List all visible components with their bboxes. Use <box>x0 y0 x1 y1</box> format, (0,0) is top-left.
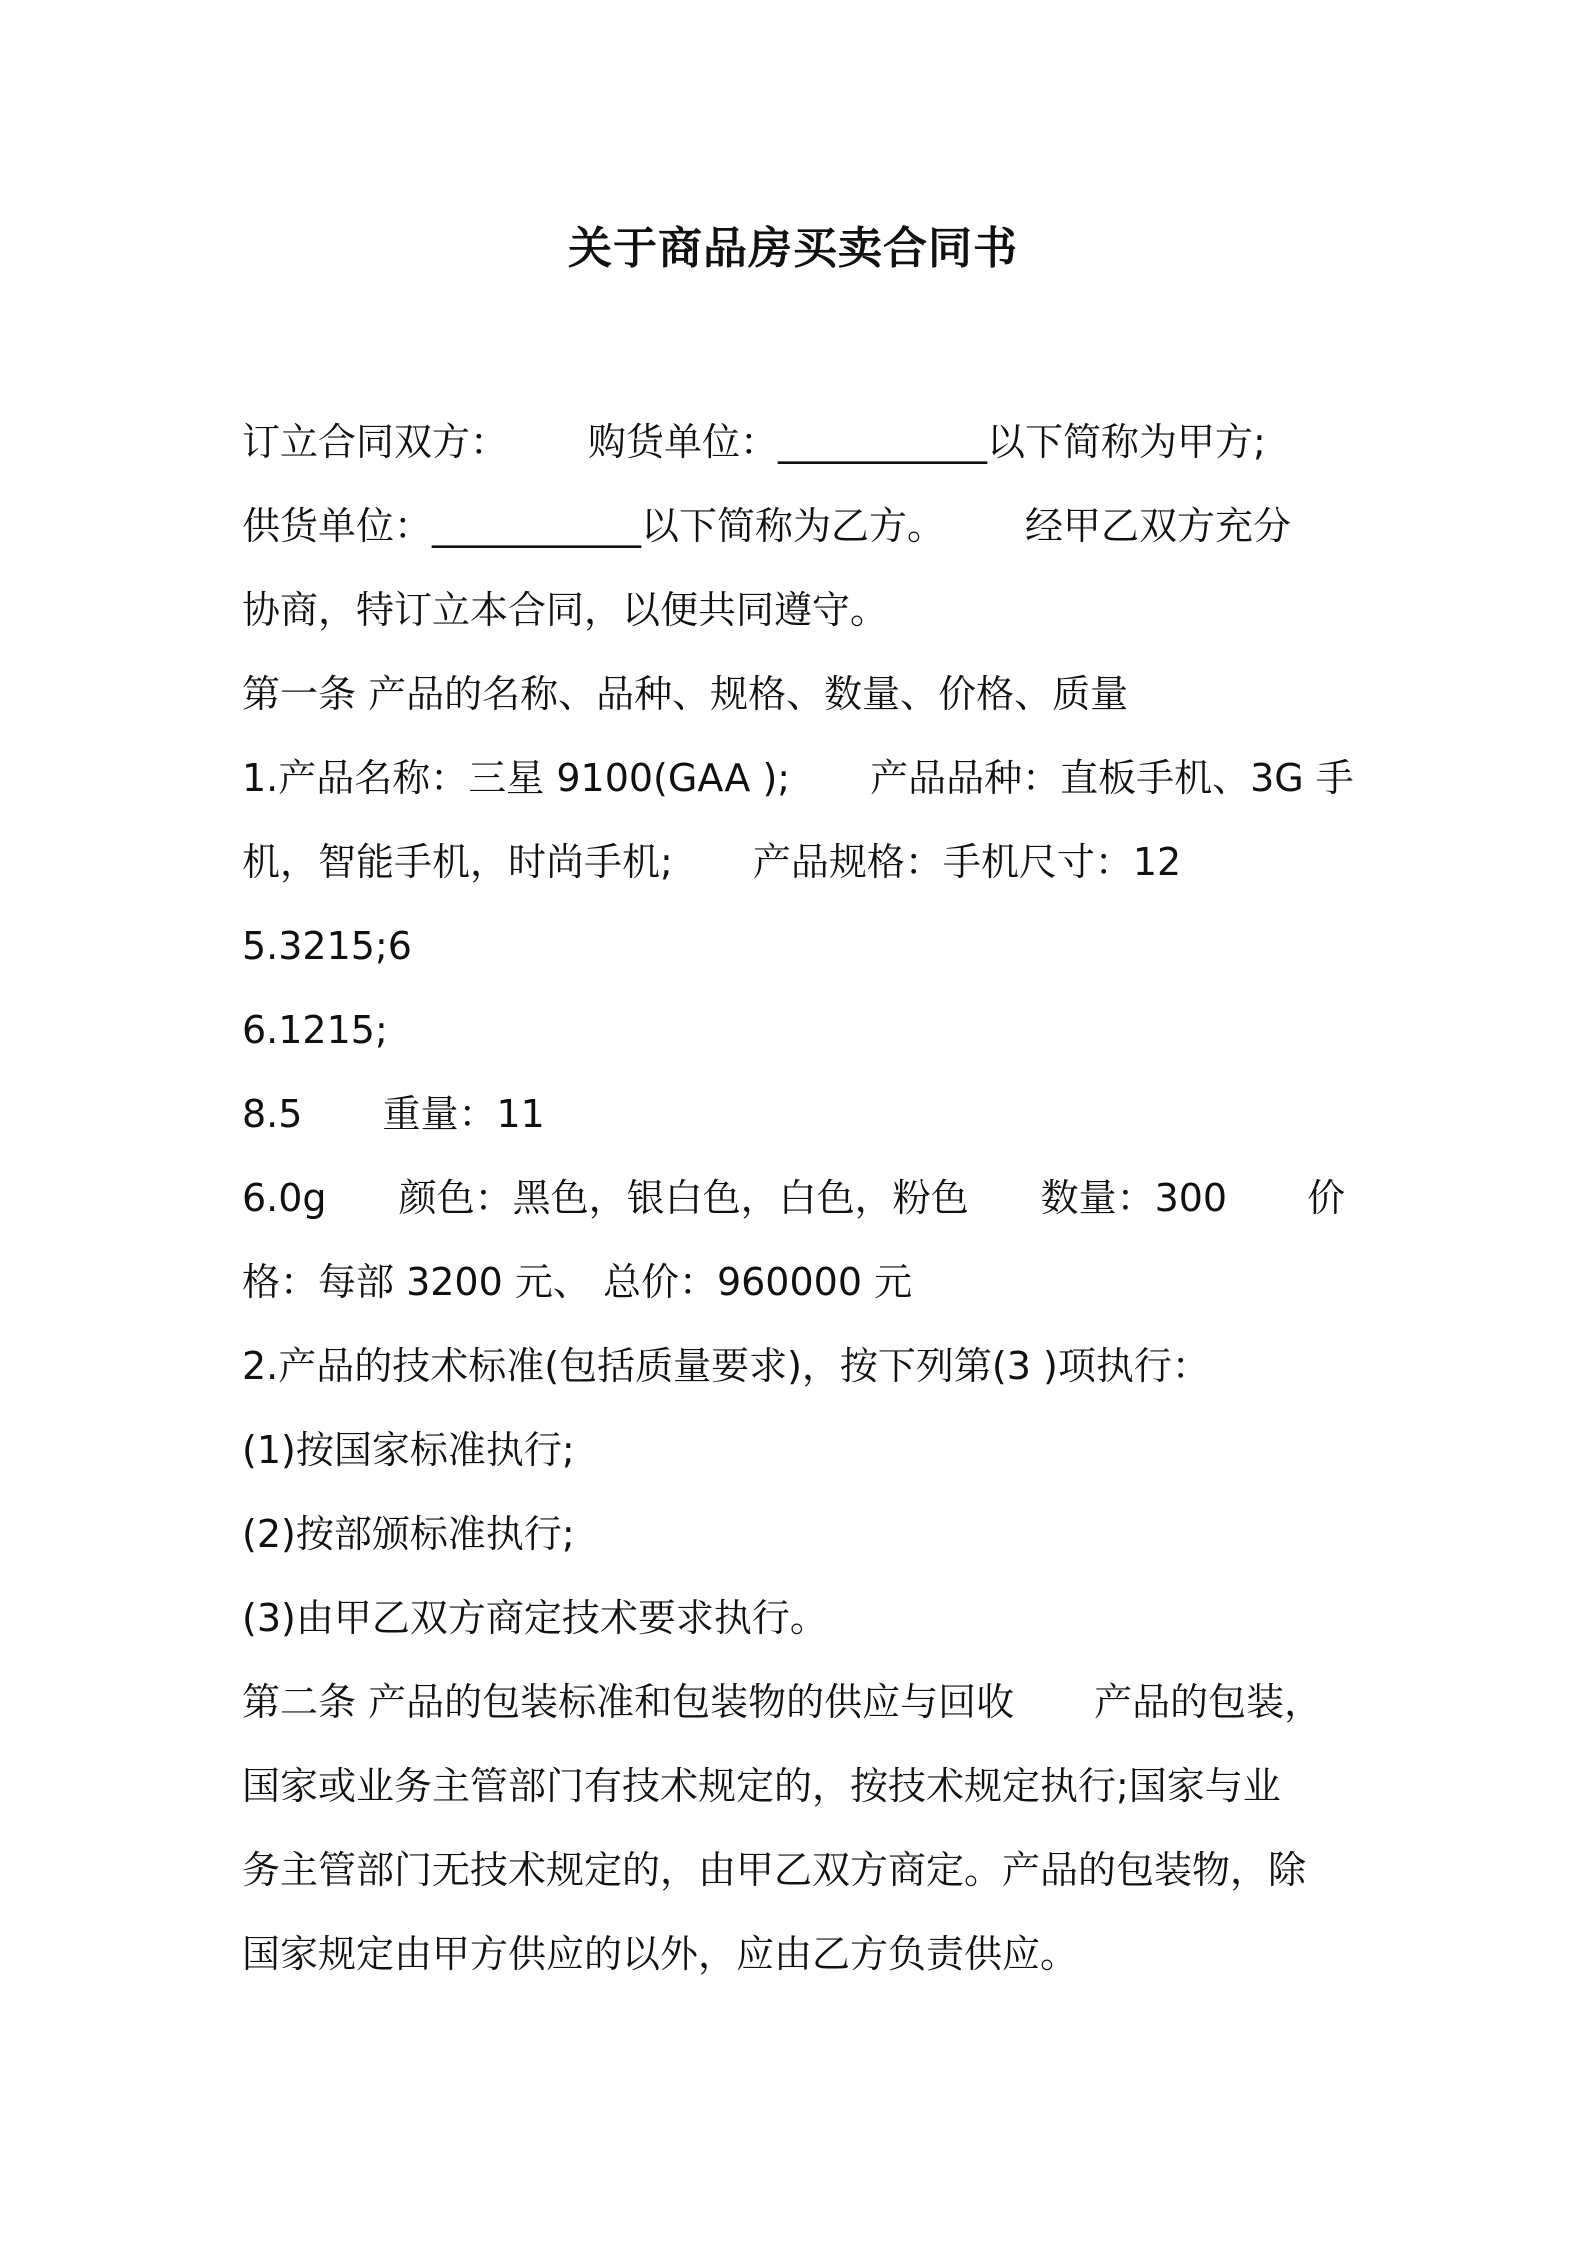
product-name-text: 1.产品名称：三星 9100(GAA ); <box>242 756 791 800</box>
standard-option-1 <box>242 1408 1362 1492</box>
document-body <box>242 400 1362 1996</box>
supplier-line <box>242 484 1362 568</box>
negotiation-text: 经甲乙双方充分 <box>1025 504 1292 548</box>
color-text: 颜色：黑色，银白色，白色，粉色 <box>398 1176 969 1220</box>
price-line <box>242 1240 1362 1324</box>
dimension-text-1: 5.3215;6 <box>242 924 412 968</box>
packaging-line-1 <box>242 1744 1362 1828</box>
packaging-line-3 <box>242 1912 1362 1996</box>
color-quantity-line <box>242 1156 1362 1240</box>
technical-standard-line <box>242 1324 1362 1408</box>
standard-option-1-text: (1)按国家标准执行; <box>242 1428 575 1472</box>
product-variety-text: 产品品种：直板手机、3G 手 <box>870 756 1354 800</box>
dimension-line-1 <box>242 904 1362 988</box>
weight-value-text: 6.0g <box>242 1176 327 1220</box>
product-type-text: 机，智能手机，时尚手机; <box>242 840 673 884</box>
packaging-text-2: 务主管部门无技术规定的，由甲乙双方商定。产品的包装物，除 <box>242 1848 1307 1892</box>
article-two-heading: 第二条 产品的包装标准和包装物的供应与回收 <box>242 1680 1015 1724</box>
agreement-text: 协商，特订立本合同，以便共同遵守。 <box>242 588 889 632</box>
weight-text: 重量：11 <box>382 1092 545 1136</box>
price-label-start: 价 <box>1307 1176 1346 1220</box>
weight-line <box>242 1072 1362 1156</box>
contract-parties-label: 订立合同双方： <box>242 420 509 464</box>
product-spec-text: 产品规格：手机尺寸：12 <box>752 840 1182 884</box>
packaging-text-1: 国家或业务主管部门有技术规定的，按技术规定执行;国家与业 <box>242 1764 1281 1808</box>
dimension-line-2 <box>242 988 1362 1072</box>
price-text: 格：每部 3200 元、 总价：960000 元 <box>242 1260 913 1304</box>
agreement-line <box>242 568 1362 652</box>
packaging-text-start: 产品的包装， <box>1094 1680 1323 1724</box>
standard-option-3-text: (3)由甲乙双方商定技术要求执行。 <box>242 1596 828 1640</box>
standard-option-2-text: (2)按部颁标准执行; <box>242 1512 575 1556</box>
supplier-unit-text: 供货单位：___________以下简称为乙方。 <box>242 504 946 548</box>
dimension-text-2: 6.1215; <box>242 1008 388 1052</box>
article-one-heading <box>242 652 1362 736</box>
packaging-text-3: 国家规定由甲方供应的以外，应由乙方负责供应。 <box>242 1932 1079 1976</box>
dimension-text-3: 8.5 <box>242 1092 303 1136</box>
product-name-line <box>242 736 1362 820</box>
packaging-line-2 <box>242 1828 1362 1912</box>
standard-option-3 <box>242 1576 1362 1660</box>
article-one-text: 第一条 产品的名称、品种、规格、数量、价格、质量 <box>242 672 1129 716</box>
contract-parties-line <box>242 400 1362 484</box>
standard-option-2 <box>242 1492 1362 1576</box>
document-title: 关于商品房买卖合同书 <box>568 223 1018 274</box>
article-two-line <box>242 1660 1362 1744</box>
product-spec-line <box>242 820 1362 904</box>
quantity-text: 数量：300 <box>1040 1176 1228 1220</box>
buyer-unit-text: 购货单位：___________以下简称为甲方; <box>588 420 1266 464</box>
technical-standard-text: 2.产品的技术标准(包括质量要求)，按下列第(3 )项执行： <box>242 1344 1210 1388</box>
